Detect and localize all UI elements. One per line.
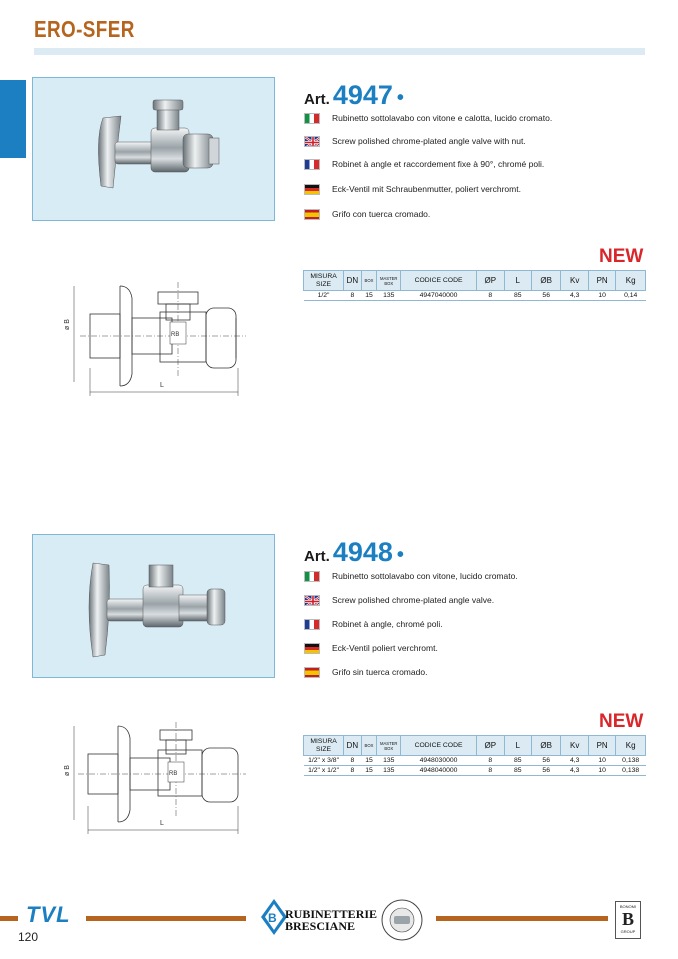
uk-flag-icon [304, 136, 320, 147]
germany-flag-icon [304, 643, 320, 654]
page-number: 120 [18, 930, 39, 944]
length-label: L [160, 820, 164, 827]
tvl-logo: TVL [26, 902, 71, 927]
bullet-icon: • [396, 544, 404, 566]
art-label: Art. [304, 91, 330, 108]
description-list-4948 [304, 570, 518, 678]
art-label: Art. [304, 548, 330, 565]
iso-certification-seal-icon [380, 898, 424, 942]
footer-rule-right [436, 916, 608, 921]
uk-flag-icon [304, 595, 320, 606]
art-number: 4947 [332, 80, 393, 110]
spec-table-4947 [303, 270, 646, 301]
valve-drawing [60, 720, 250, 838]
description-en: Screw polished chrome-plated angle valve. [304, 594, 518, 606]
description-list-4947 [304, 112, 552, 220]
technical-drawing-4947 [60, 278, 250, 400]
table-header-row: MISURA SIZE DN BOX MASTER BOX CODICE CODE ØP L ØB Kv PN Kg [304, 271, 646, 291]
diameter-label: ø B [64, 319, 71, 330]
spec-table-4948 [303, 735, 646, 776]
bonomi-group-logo: BONOMI B GROUP [615, 901, 641, 939]
angle-valve-with-nut-image [33, 78, 275, 221]
rubinetterie-bresciane-logo: RUBINETTERIE BRESCIANE [285, 907, 378, 933]
svg-text:B: B [268, 911, 277, 925]
description-de: Eck-Ventil poliert verchromt. [304, 642, 518, 654]
new-badge: NEW [599, 246, 644, 267]
table-row: 1/2" x 3/8" 8 15 135 4948030000 8 85 56 4,3 10 0,138 [304, 756, 646, 766]
technical-drawing-4948 [60, 720, 250, 838]
spain-flag-icon [304, 667, 320, 678]
germany-flag-icon [304, 184, 320, 195]
footer-rule-left [0, 916, 18, 921]
side-tab [0, 80, 26, 158]
rubinetterie-bresciane-emblem-icon [260, 898, 288, 936]
length-label: L [160, 382, 164, 389]
table-row: 1/2" 8 15 135 4947040000 8 85 56 4,3 10 0,14 [304, 291, 646, 301]
france-flag-icon [304, 619, 320, 630]
italy-flag-icon [304, 113, 320, 124]
description-de: Eck-Ventil mit Schraubenmutter, poliert verchromt. [304, 183, 552, 195]
product-photo-4948 [32, 534, 275, 678]
header-bar [34, 48, 645, 55]
svg-text:RB: RB [171, 332, 180, 338]
description-es: Grifo con tuerca cromado. [304, 208, 552, 220]
art-title-4947 [304, 80, 404, 111]
angle-valve-image [33, 535, 275, 678]
spain-flag-icon [304, 209, 320, 220]
france-flag-icon [304, 159, 320, 170]
table-header-row: MISURA SIZE DN BOX MASTER BOX CODICE CODE ØP L ØB Kv PN Kg [304, 736, 646, 756]
description-es: Grifo sin tuerca cromado. [304, 666, 518, 678]
description-fr: Robinet à angle et raccordement fixe à 90°, chromé poli. [304, 158, 552, 170]
new-badge: NEW [599, 711, 644, 732]
product-photo-4947 [32, 77, 275, 221]
valve-drawing [60, 278, 250, 400]
description-en: Screw polished chrome-plated angle valve with nut. [304, 135, 552, 147]
art-title-4948 [304, 537, 404, 568]
description-it: Rubinetto sottolavabo con vitone, lucido cromato. [304, 570, 518, 582]
table-row: 1/2" x 1/2" 8 15 135 4948040000 8 85 56 4,3 10 0,138 [304, 766, 646, 776]
description-it: Rubinetto sottolavabo con vitone e calotta, lucido cromato. [304, 112, 552, 124]
svg-text:RB: RB [169, 771, 178, 777]
footer-rule-mid-left [86, 916, 246, 921]
description-fr: Robinet à angle, chromé poli. [304, 618, 518, 630]
bullet-icon: • [396, 87, 404, 109]
art-number: 4948 [332, 537, 393, 567]
brand-title: ERO-SFER [34, 16, 135, 42]
diameter-label: ø B [64, 765, 71, 776]
italy-flag-icon [304, 571, 320, 582]
